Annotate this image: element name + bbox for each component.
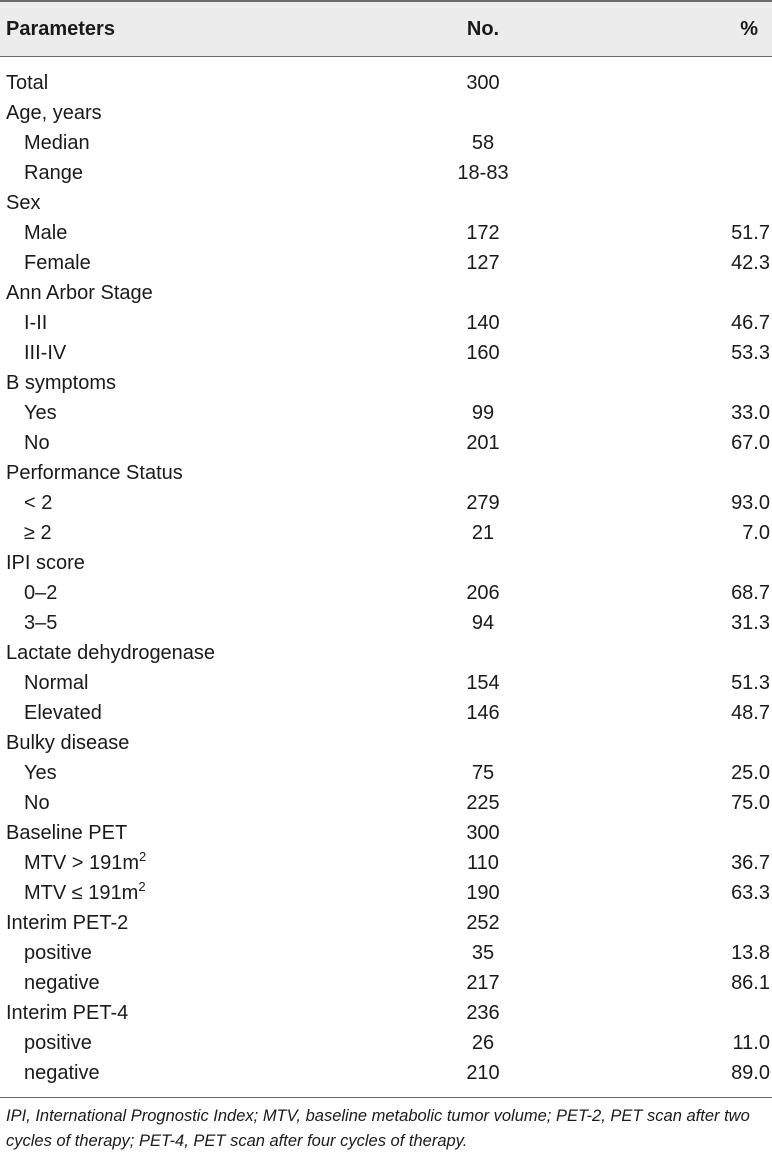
- table-row: [0, 848, 772, 878]
- row-sublabel: [24, 428, 50, 458]
- table-row: [0, 398, 772, 428]
- row-percent: 25.0: [731, 762, 770, 784]
- row-percent: 75.0: [731, 792, 770, 814]
- table-row: [0, 638, 772, 668]
- superscript: 2: [138, 879, 146, 894]
- row-percent: 53.3: [731, 342, 770, 364]
- row-percent: 51.3: [731, 672, 770, 694]
- row-percent: 86.1: [731, 972, 770, 994]
- table-row: [0, 608, 772, 638]
- row-label-text: Interim PET-4: [6, 1002, 129, 1024]
- table-row: [0, 1058, 772, 1088]
- row-sublabel: [24, 1058, 100, 1088]
- row-percent: 36.7: [731, 852, 770, 874]
- row-count: 35: [471, 942, 495, 964]
- row-sublabel: [24, 308, 47, 338]
- row-label-text: 0–2: [24, 582, 58, 604]
- table-row: [0, 338, 772, 368]
- row-count: 75: [471, 762, 495, 784]
- row-count: 236: [466, 1002, 500, 1024]
- table-row: [0, 98, 772, 128]
- row-sublabel: [24, 578, 57, 608]
- row-percent: 46.7: [731, 312, 770, 334]
- row-label: [6, 98, 102, 128]
- row-label: [6, 638, 215, 668]
- row-sublabel: [24, 1028, 92, 1058]
- table-row: [0, 938, 772, 968]
- header-parameters: Parameters: [6, 18, 115, 40]
- row-sublabel: [24, 788, 50, 818]
- table-row: [0, 968, 772, 998]
- superscript: 2: [139, 849, 147, 864]
- row-count: 94: [471, 612, 495, 634]
- row-percent: 63.3: [731, 882, 770, 904]
- row-percent: 51.7: [731, 222, 770, 244]
- row-count: 160: [466, 342, 500, 364]
- row-count: 190: [466, 882, 500, 904]
- row-sublabel: [24, 848, 146, 878]
- table-row: [0, 368, 772, 398]
- row-label-text: No: [24, 792, 50, 814]
- table-footnote: IPI, International Prognostic Index; MTV, baseline metabolic tumor volume; PET-2, PET scan after two cycles of therapy; PET-4, PET scan after four cycles of therapy.: [6, 1107, 750, 1150]
- row-sublabel: [24, 938, 92, 968]
- row-count: 279: [466, 492, 500, 514]
- row-sublabel: [24, 608, 57, 638]
- row-label-text: negative: [24, 972, 100, 994]
- row-count: 99: [471, 402, 495, 424]
- row-label-text: MTV ≤ 191m: [24, 882, 139, 904]
- row-percent: 33.0: [731, 402, 770, 424]
- row-sublabel: [24, 398, 57, 428]
- table-row: [0, 998, 772, 1028]
- row-sublabel: [24, 668, 88, 698]
- row-label: [6, 188, 40, 218]
- row-label-text: Male: [24, 222, 68, 244]
- row-label-text: Bulky disease: [6, 732, 130, 754]
- row-label-text: Interim PET-2: [6, 912, 129, 934]
- row-percent: 13.8: [731, 942, 770, 964]
- row-label-text: Total: [6, 72, 49, 94]
- row-label-text: I-II: [24, 312, 48, 334]
- table-row: [0, 458, 772, 488]
- row-percent: 67.0: [731, 432, 770, 454]
- row-label-text: < 2: [24, 492, 53, 514]
- table-row: [0, 548, 772, 578]
- row-sublabel: [24, 338, 66, 368]
- table-row: [0, 578, 772, 608]
- row-sublabel: [24, 758, 57, 788]
- header-percent: %: [740, 18, 758, 40]
- row-label: [6, 908, 128, 938]
- row-count: 217: [466, 972, 500, 994]
- row-count: 21: [471, 522, 495, 544]
- row-label: [6, 548, 85, 578]
- table-bottom-rule: [0, 1097, 772, 1098]
- row-sublabel: [24, 158, 83, 188]
- row-label-text: Range: [24, 162, 83, 184]
- row-percent: 11.0: [732, 1032, 770, 1054]
- row-count: 110: [467, 852, 499, 874]
- table-row: [0, 128, 772, 158]
- row-label-text: B symptoms: [6, 372, 117, 394]
- row-label: [6, 998, 128, 1028]
- row-percent: 7.0: [742, 522, 770, 544]
- table-row: [0, 218, 772, 248]
- header-no: No.: [466, 18, 500, 40]
- row-label-text: Normal: [24, 672, 89, 694]
- row-count: 210: [466, 1062, 500, 1084]
- row-label: [6, 68, 48, 98]
- table-row: [0, 1028, 772, 1058]
- row-label: [6, 368, 116, 398]
- table-row: [0, 158, 772, 188]
- row-label-text: ≥ 2: [24, 522, 52, 544]
- row-count: 140: [466, 312, 500, 334]
- table-row: [0, 878, 772, 908]
- row-label-text: Median: [24, 132, 90, 154]
- row-sublabel: [24, 878, 146, 908]
- row-sublabel: [24, 968, 100, 998]
- row-sublabel: [24, 698, 102, 728]
- row-count: 206: [466, 582, 500, 604]
- row-label: [6, 278, 153, 308]
- table-header: [0, 0, 772, 57]
- row-label-text: III-IV: [24, 342, 67, 364]
- row-label-text: positive: [24, 1032, 92, 1054]
- row-label: [6, 458, 183, 488]
- row-label: [6, 728, 129, 758]
- row-count: 154: [466, 672, 500, 694]
- table-row: [0, 668, 772, 698]
- row-count: 146: [466, 702, 500, 724]
- row-percent: 42.3: [731, 252, 770, 274]
- row-sublabel: [24, 488, 52, 518]
- row-label-text: Age, years: [6, 102, 102, 124]
- row-label-text: Sex: [6, 192, 41, 214]
- row-count: 300: [466, 822, 500, 844]
- table-row: [0, 698, 772, 728]
- row-count: 201: [466, 432, 500, 454]
- row-percent: 68.7: [731, 582, 770, 604]
- row-count: 225: [466, 792, 500, 814]
- row-label-text: Yes: [24, 402, 57, 424]
- table-row: [0, 818, 772, 848]
- table-row: [0, 518, 772, 548]
- row-count: 18-83: [457, 162, 509, 184]
- row-sublabel: [24, 248, 91, 278]
- row-percent: 31.3: [731, 612, 770, 634]
- row-label-text: Performance Status: [6, 462, 183, 484]
- table-row: [0, 68, 772, 98]
- row-count: 26: [471, 1032, 495, 1054]
- table-row: [0, 788, 772, 818]
- table-row: [0, 308, 772, 338]
- row-count: 58: [471, 132, 495, 154]
- row-label-text: Yes: [24, 762, 57, 784]
- table-row: [0, 428, 772, 458]
- row-count: 172: [466, 222, 500, 244]
- table-row: [0, 488, 772, 518]
- row-label-text: No: [24, 432, 50, 454]
- row-sublabel: [24, 128, 90, 158]
- table-row: [0, 248, 772, 278]
- row-count: 127: [466, 252, 500, 274]
- row-label-text: Female: [24, 252, 91, 274]
- row-sublabel: [24, 518, 52, 548]
- row-label-text: 3–5: [24, 612, 58, 634]
- table-row: [0, 728, 772, 758]
- row-label-text: Lactate dehydrogenase: [6, 642, 216, 664]
- row-percent: 89.0: [731, 1062, 770, 1084]
- row-label: [6, 818, 127, 848]
- row-count: 252: [466, 912, 500, 934]
- table-row: [0, 908, 772, 938]
- row-label-text: IPI score: [6, 552, 85, 574]
- row-count: 300: [466, 72, 500, 94]
- row-label-text: negative: [24, 1062, 100, 1084]
- row-label-text: Baseline PET: [6, 822, 128, 844]
- table-body: [0, 68, 772, 1088]
- row-label-text: MTV > 191m: [24, 852, 140, 874]
- row-percent: 48.7: [731, 702, 770, 724]
- table-row: [0, 278, 772, 308]
- table-row: [0, 758, 772, 788]
- row-label-text: Elevated: [24, 702, 102, 724]
- row-label-text: Ann Arbor Stage: [6, 282, 153, 304]
- row-label-text: positive: [24, 942, 92, 964]
- row-percent: 93.0: [731, 492, 770, 514]
- row-sublabel: [24, 218, 67, 248]
- table-row: [0, 188, 772, 218]
